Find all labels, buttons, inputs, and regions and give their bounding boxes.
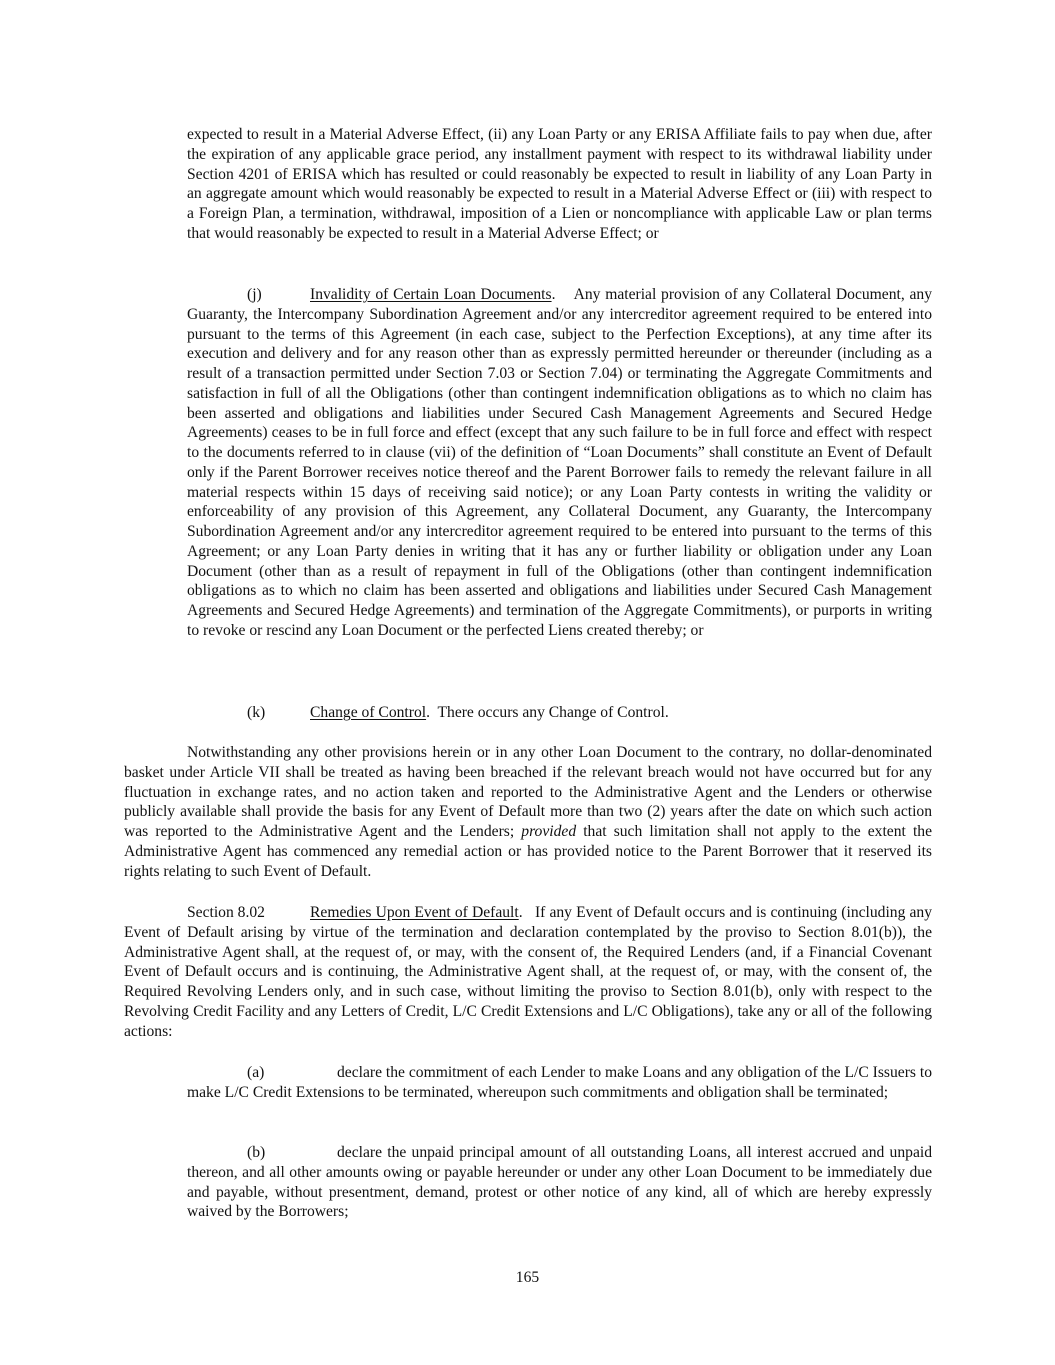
paragraph-text: that such limitation shall not apply to the extent the Administrative Agent has commenced any remedial action or has provided notice to the Parent Borrower that it reserved its rights relating to such Event of Default. [124, 823, 932, 880]
clause-text: There occurs any Change of Control. [437, 704, 669, 721]
clause-heading: Change of Control [310, 704, 427, 721]
clause-label: (j) [247, 286, 262, 303]
paragraph-clause-k [187, 703, 932, 723]
clause-label: (a) [247, 1064, 265, 1081]
paragraph-text: Notwithstanding any other provisions herein or in any other Loan Document to the contrary, no dollar-denominated basket under Article VII shall be treated as having been breached if the relevant breach would not have occurred but for any fluctuation in exchange rates, and no action taken and reported to the Administrative Agent and the Lenders or otherwise publicly available shall provide the basis for any Event of Default more than two (2) years after the date on which such action was reported to the Administrative Agent and the Lenders; [124, 744, 932, 840]
clause-label: (k) [247, 704, 266, 721]
paragraph-clause-j [187, 285, 932, 641]
clause-heading-punct: . [426, 704, 430, 721]
paragraph-clause-a [187, 1063, 932, 1103]
section-text: If any Event of Default occurs and is continuing (including any Event of Default arising by virtue of the termination and declaration contemplated by the proviso to Section 8.01(b)), the Administrative Agent shall, at the request of, or may, with the consent of, the Required Lenders (and, if a Financial Covenant Event of Default occurs and is continuing, the Administrative Agent shall, at the request of, or may, with the consent of, the Required Revolving Lenders only, and in such case, without limiting the proviso to Section 8.01(b), only with respect to the Revolving Credit Facility and any Letters of Credit, L/C Credit Extensions and L/C Obligations), take any or all of the following actions: [124, 904, 933, 1040]
clause-text: declare the commitment of each Lender to make Loans and any obligation of the L/C Issuers to make L/C Credit Extensions to be terminated, whereupon such commitments and obligation shall be terminated; [187, 1064, 932, 1101]
paragraph-text: expected to result in a Material Adverse Effect, (ii) any Loan Party or any ERISA Affiliate fails to pay when due, after the expiration of any applicable grace period, any installment payment with respect to its withdrawal liability under Section 4201 of ERISA which has resulted or could reasonably be expected to result in liability of any Loan Party in an aggregate amount which would reasonably be expected to result in a Material Adverse Effect or (iii) with respect to a Foreign Plan, a termination, withdrawal, imposition of a Lien or noncompliance with applicable Law or plan terms that would reasonably be expected to result in a Material Adverse Effect; or [187, 126, 932, 242]
clause-text: declare the unpaid principal amount of all outstanding Loans, all interest accrued and unpaid thereon, and all other amounts owing or payable hereunder or under any other Loan Document to be immediately due and payable, without presentment, demand, protest or other notice of any kind, all of which are hereby expressly waived by the Borrowers; [187, 1144, 932, 1221]
section-heading-punct: . [518, 904, 523, 921]
clause-label: (b) [247, 1144, 266, 1161]
paragraph-clause-b [187, 1143, 932, 1222]
clause-text: Any material provision of any Collateral Document, any Guaranty, the Intercompany Subordination Agreement and/or any intercreditor agreement required to be entered into pursuant to the terms of this Agreement (in each case, subject to the Perfection Exceptions), at any time after its execution and delivery and for any reason other than as expressly permitted hereunder or thereunder (including as a result of a transaction permitted under Section 7.03 or Section 7.04) or terminating the Aggregate Commitments and satisfaction in full of all the Obligations (other than contingent indemnification obligations as to which no claim has been asserted and obligations and liabilities under Secured Cash Management Agreements and Secured Hedge Agreements) ceases to be in full force and effect (except that any such failure to be in full force and effect with respect to the documents referred to in clause (vii) of the definition of “Loan Documents” shall constitute an Event of Default only if the Parent Borrower receives notice thereof and the Parent Borrower fails to remedy the relevant failure in all material respects within 15 days of receiving said notice); or any Loan Party contests in writing the validity or enforceability of any provision of this Agreement, any Collateral Document, any Guaranty, the Intercompany Subordination Agreement and/or any intercreditor agreement required to be entered into pursuant to the terms of this Agreement; or any Loan Party denies in writing that it has any or further liability or obligation under any Loan Document (other than as a result of repayment in full of the Obligations (other than contingent indemnification obligations as to which no claim has been asserted and obligations and liabilities under Secured Cash Management Agreements and Secured Hedge Agreements) and termination of the Aggregate Commitments), or purports in writing to revoke or rescind any Loan Document or the perfected Liens created thereby; or [187, 286, 933, 639]
paragraph-clause-i-continuation [187, 125, 932, 244]
page-number: 165 [515, 1269, 540, 1286]
paragraph-section-8-02 [124, 903, 932, 1041]
clause-heading-punct: . [551, 286, 556, 303]
section-label: Section 8.02 [187, 904, 265, 921]
section-heading: Remedies Upon Event of Default [310, 904, 519, 921]
clause-heading: Invalidity of Certain Loan Documents [310, 286, 552, 303]
paragraph-italic-term: provided [521, 823, 577, 840]
paragraph-notwithstanding [124, 743, 932, 881]
